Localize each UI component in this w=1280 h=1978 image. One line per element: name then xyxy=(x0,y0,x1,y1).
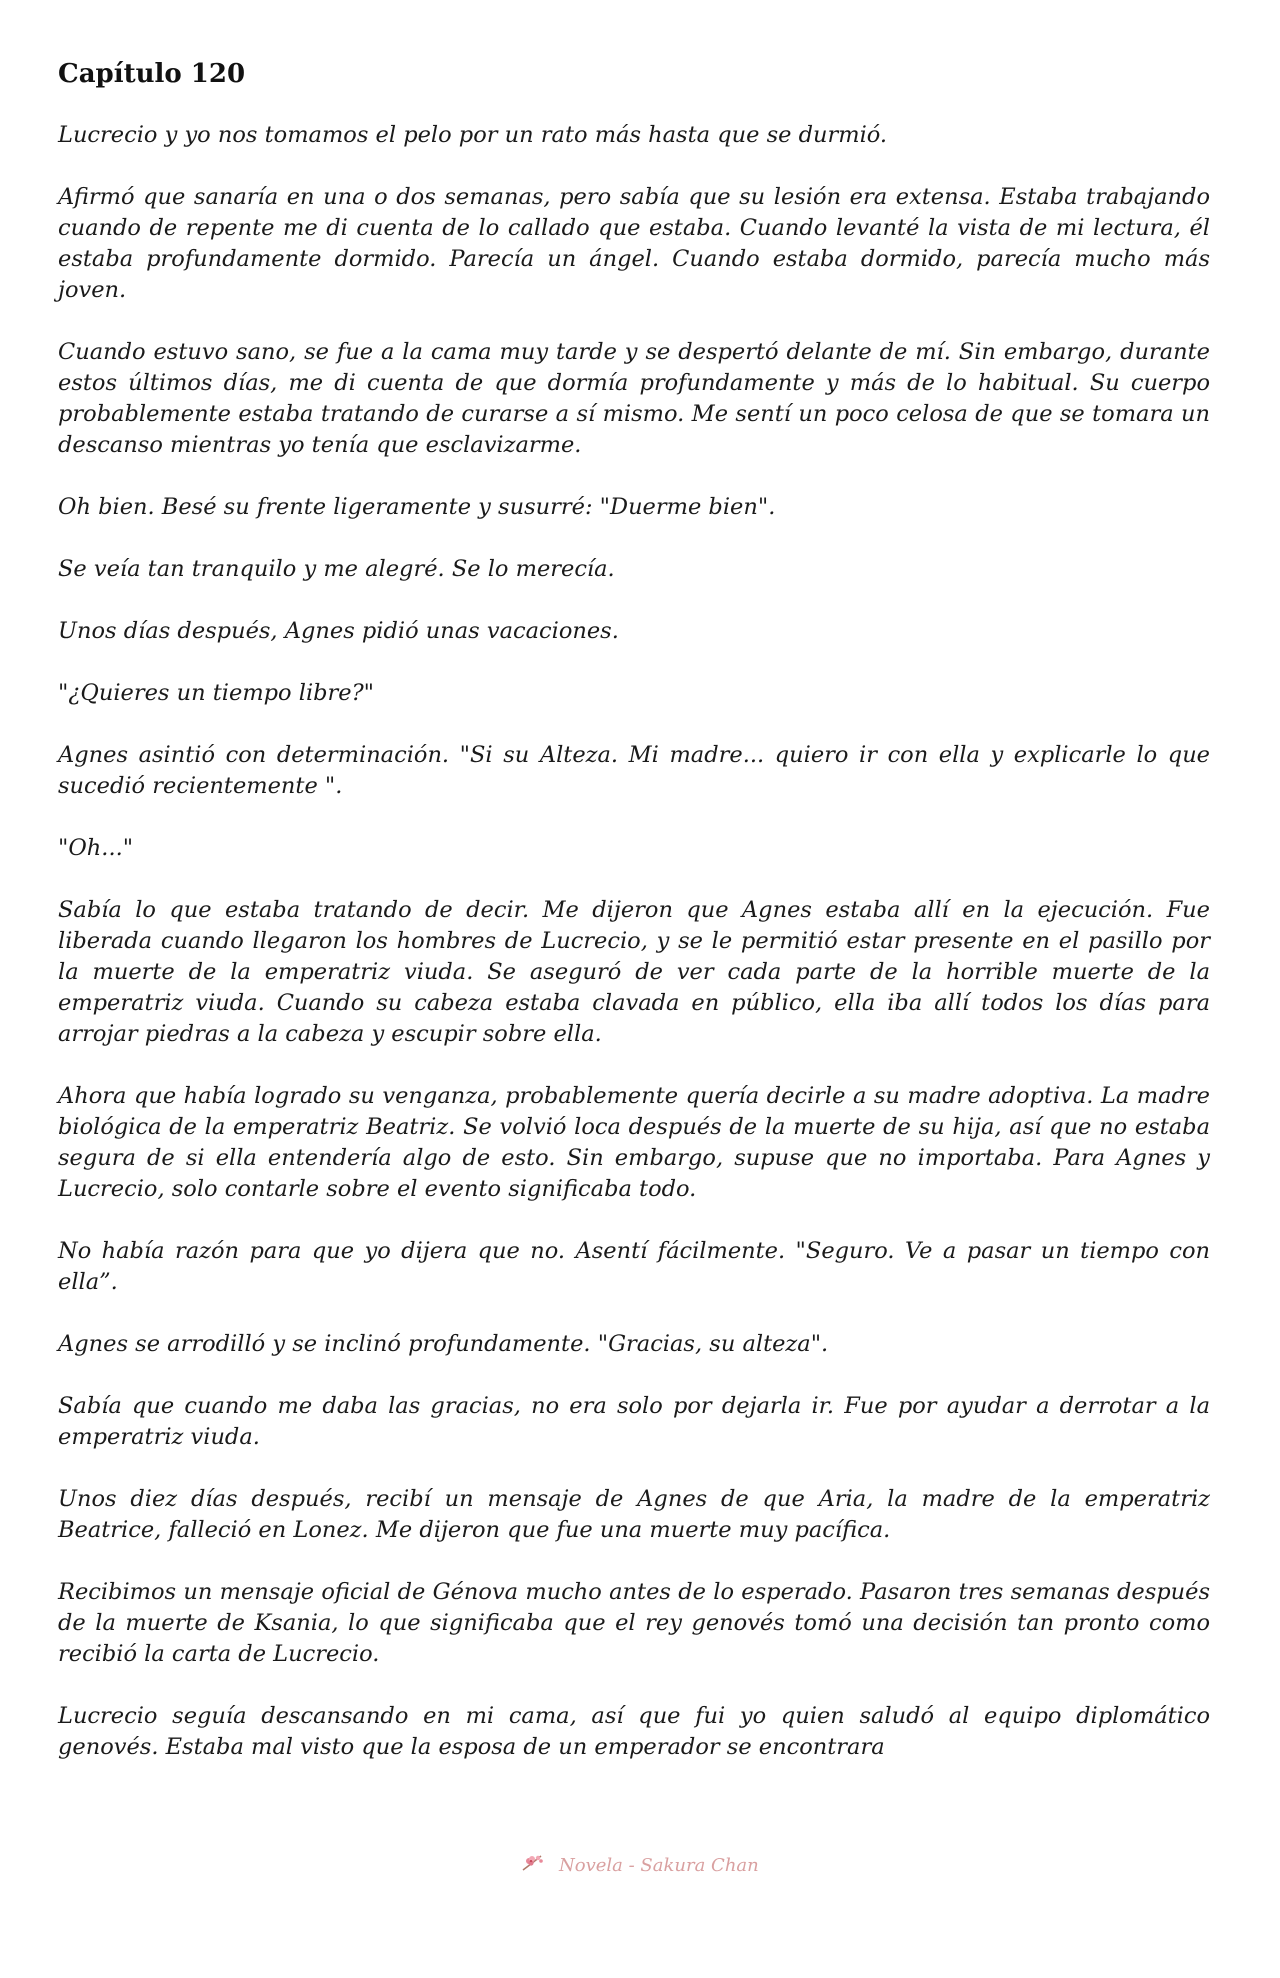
watermark-text: Novela - Sakura Chan xyxy=(559,1855,759,1876)
paragraph: Afirmó que sanaría en una o dos semanas, pero sabía que su lesión era extensa. Estaba trabajando cuando de repente me di cuenta de lo callado que estaba. Cuando levanté la vista de mi lectura, él estaba profundamente dormido. Parecía un ángel. Cuando estaba dormido, parecía mucho más joven. xyxy=(58,184,1210,303)
paragraph: Agnes asintió con determinación. "Si su Alteza. Mi madre... quiero ir con ella y explicarle lo que sucedió recientemente ". xyxy=(58,742,1210,799)
document-page xyxy=(58,58,1210,1794)
paragraph: Lucrecio y yo nos tomamos el pelo por un rato más hasta que se durmió. xyxy=(58,122,888,148)
cherry-blossom-icon xyxy=(521,1852,547,1879)
paragraph: No había razón para que yo dijera que no. Asentí fácilmente. "Seguro. Ve a pasar un tiempo con ella”. xyxy=(58,1238,1210,1295)
paragraph: "¿Quieres un tiempo libre?" xyxy=(58,680,375,706)
paragraph: Unos días después, Agnes pidió unas vacaciones. xyxy=(58,618,619,644)
paragraph: Unos diez días después, recibí un mensaje de Agnes de que Aria, la madre de la emperatriz Beatrice, falleció en Lonez. Me dijeron que fue una muerte muy pacífica. xyxy=(58,1486,1210,1543)
chapter-title: Capítulo 120 xyxy=(58,59,246,89)
paragraph: Oh bien. Besé su frente ligeramente y susurré: "Duerme bien". xyxy=(58,494,776,520)
paragraph: Sabía lo que estaba tratando de decir. Me dijeron que Agnes estaba allí en la ejecución. Fue liberada cuando llegaron los hombres de Lucrecio, y se le permitió estar presente en el pasillo por la muerte de la emperatriz viuda. Se aseguró de ver cada parte de la horrible muerte de la emperatriz viuda. Cuando su cabeza estaba clavada en público, ella iba allí todos los días para arrojar piedras a la cabeza y escupir sobre ella. xyxy=(58,897,1210,1047)
paragraph: Se veía tan tranquilo y me alegré. Se lo merecía. xyxy=(58,556,615,582)
paragraph: Cuando estuvo sano, se fue a la cama muy tarde y se despertó delante de mí. Sin embargo, durante estos últimos días, me di cuenta de que dormía profundamente y más de lo habitual. Su cuerpo probablemente estaba tratando de curarse a sí mismo. Me sentí un poco celosa de que se tomara un descanso mientras yo tenía que esclavizarme. xyxy=(58,339,1210,458)
watermark-footer xyxy=(0,1852,1280,1879)
paragraph: Agnes se arrodilló y se inclinó profundamente. "Gracias, su alteza". xyxy=(58,1331,829,1357)
paragraph: Lucrecio seguía descansando en mi cama, así que fui yo quien saludó al equipo diplomático genovés. Estaba mal visto que la esposa de un emperador se encontrara xyxy=(58,1703,1210,1760)
paragraph: Recibimos un mensaje oficial de Génova mucho antes de lo esperado. Pasaron tres semanas después de la muerte de Ksania, lo que significaba que el rey genovés tomó una decisión tan pronto como recibió la carta de Lucrecio. xyxy=(58,1579,1210,1667)
paragraph: Ahora que había logrado su venganza, probablemente quería decirle a su madre adoptiva. La madre biológica de la emperatriz Beatriz. Se volvió loca después de la muerte de su hija, así que no estaba segura de si ella entendería algo de esto. Sin embargo, supuse que no importaba. Para Agnes y Lucrecio, solo contarle sobre el evento significaba todo. xyxy=(58,1083,1210,1202)
paragraph: Sabía que cuando me daba las gracias, no era solo por dejarla ir. Fue por ayudar a derrotar a la emperatriz viuda. xyxy=(58,1393,1210,1450)
paragraph: "Oh..." xyxy=(58,835,134,861)
